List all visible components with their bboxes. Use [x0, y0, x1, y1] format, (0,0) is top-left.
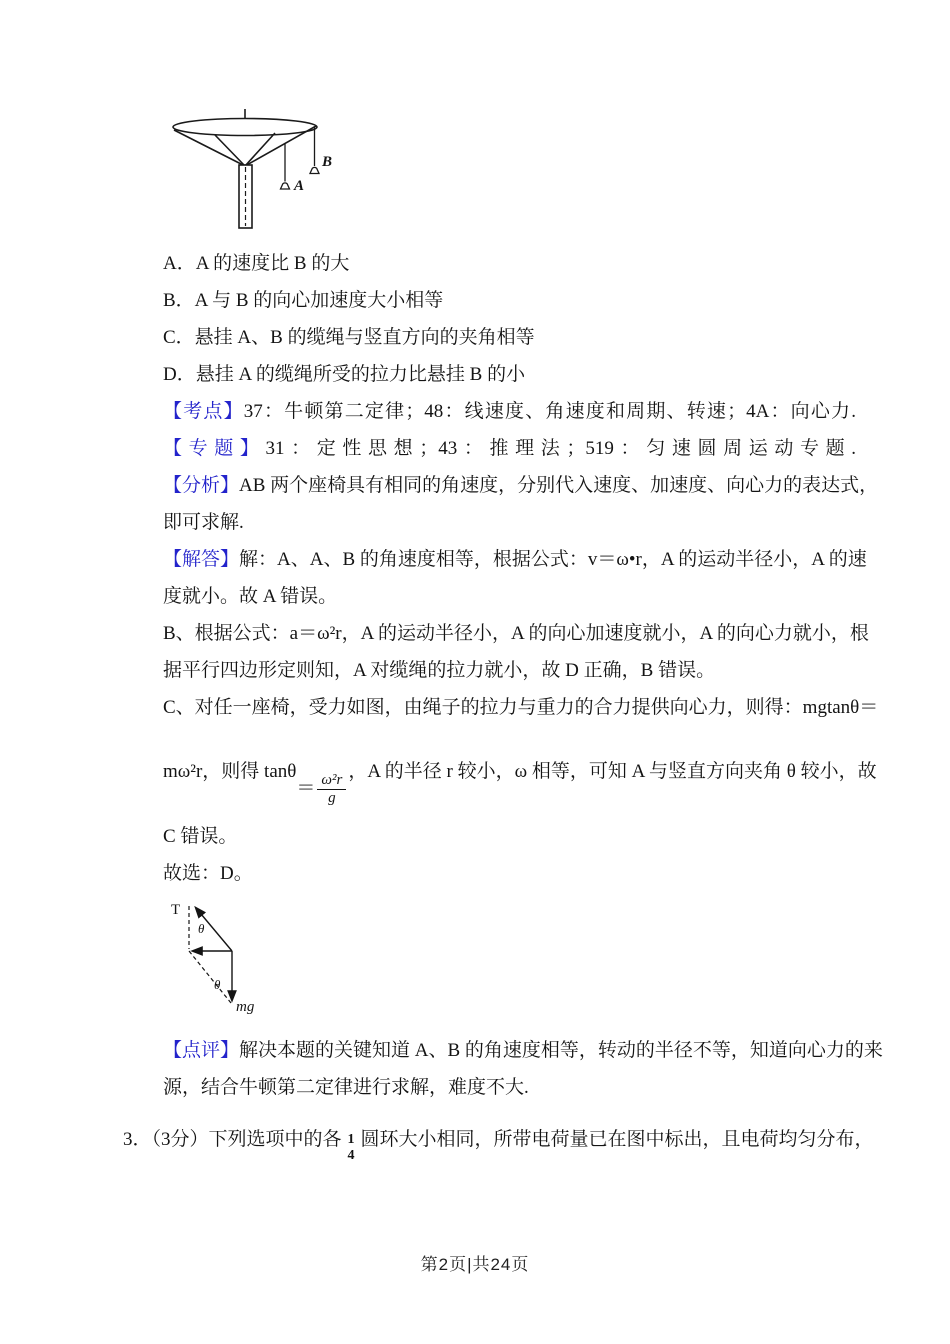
jieda-line-3: B、根据公式：a＝ω²r，A 的运动半径小，A 的向心加速度就小，A 的向心力就小，根	[163, 623, 869, 644]
option-c: C．悬挂 A、B 的缆绳与竖直方向的夹角相等	[163, 327, 535, 348]
fenxi-line-2: 即可求解.	[163, 512, 244, 533]
jieda-line-7: 故选：D。	[163, 863, 253, 884]
dianping-line-2: 源，结合牛顿第二定律进行求解，难度不大.	[163, 1077, 529, 1098]
zhuanti-text: 31：定性思想；43：推理法；519：匀速圆周运动专题.	[265, 438, 856, 459]
dashed-diagonal	[189, 951, 231, 1003]
theta-top-label: θ	[198, 921, 205, 936]
fraction-numerator: ω²r	[321, 771, 343, 788]
option-a: A．A 的速度比 B 的大	[163, 253, 350, 274]
jieda-line-4: 据平行四边形定则知，A 对缆绳的拉力就小，故 D 正确，B 错误。	[163, 660, 716, 681]
page-footer: 第2页|共24页	[420, 1255, 530, 1274]
option-b: B．A 与 B 的向心加速度大小相等	[163, 290, 444, 311]
fenxi-label: 【分析】	[163, 475, 240, 496]
dianping-label: 【点评】	[163, 1040, 240, 1061]
force-diagram	[165, 893, 300, 1018]
jieda-text-1: 解：A、A、B 的角速度相等，根据公式：v＝ω•r，A 的运动半径小，A 的速	[239, 549, 867, 570]
theta-bottom-label: θ	[214, 977, 221, 992]
jieda-formula-line	[163, 726, 877, 818]
dianping-block	[163, 1032, 883, 1106]
fenxi-text-1: AB 两个座椅具有相同的角速度，分别代入速度、加速度、向心力的表达式，	[239, 475, 879, 496]
kaodian-label: 【考点】	[163, 401, 244, 422]
option-d: D．悬挂 A 的缆绳所受的拉力比悬挂 B 的小	[163, 364, 526, 385]
formula-equals: ＝	[296, 778, 316, 799]
formula-prefix: mω²r，则得 tanθ	[163, 761, 297, 782]
question3-frac-den: 4	[347, 1148, 355, 1163]
kaodian-text: 37：牛顿第二定律；48：线速度、角速度和周期、转速；4A：向心力.	[243, 401, 856, 422]
jieda-line-2: 度就小。故 A 错误。	[163, 586, 338, 607]
formula-fraction-group	[296, 772, 348, 808]
fraction-denominator: g	[317, 789, 346, 807]
tension-label: T	[171, 902, 181, 918]
label-a: A	[294, 178, 305, 194]
dianping-text-1: 解决本题的关键知道 A、B 的角速度相等，转动的半径不等，知道向心力的来	[239, 1040, 883, 1061]
fenxi-line-1	[163, 467, 879, 504]
gravity-label: mg	[236, 999, 255, 1015]
question3-line	[123, 1120, 874, 1176]
jieda-label: 【解答】	[163, 549, 240, 570]
jieda-line-1	[163, 541, 867, 578]
formula-fraction	[317, 772, 346, 808]
kaodian-line	[163, 393, 856, 430]
zhuanti-line	[163, 430, 856, 467]
jieda-line-5: C、对任一座椅，受力如图，由绳子的拉力与重力的合力提供向心力，则得：mgtanθ＝	[163, 697, 879, 718]
question3-fraction	[344, 1132, 359, 1164]
question3-prefix: 3．（3分）下列选项中的各	[123, 1129, 342, 1150]
formula-suffix: ，A 的半径 r 较小，ω 相等，可知 A 与竖直方向夹角 θ 较小，故	[348, 761, 877, 782]
zhuanti-label: 【专题】	[163, 438, 266, 459]
question3-suffix: 圆环大小相同，所带电荷量已在图中标出，且电荷均匀分布，	[360, 1129, 874, 1150]
question3-frac-num: 1	[347, 1131, 355, 1147]
label-b: B	[322, 154, 333, 170]
jieda-line-6: C 错误。	[163, 826, 238, 847]
dianping-line-1	[163, 1032, 883, 1069]
